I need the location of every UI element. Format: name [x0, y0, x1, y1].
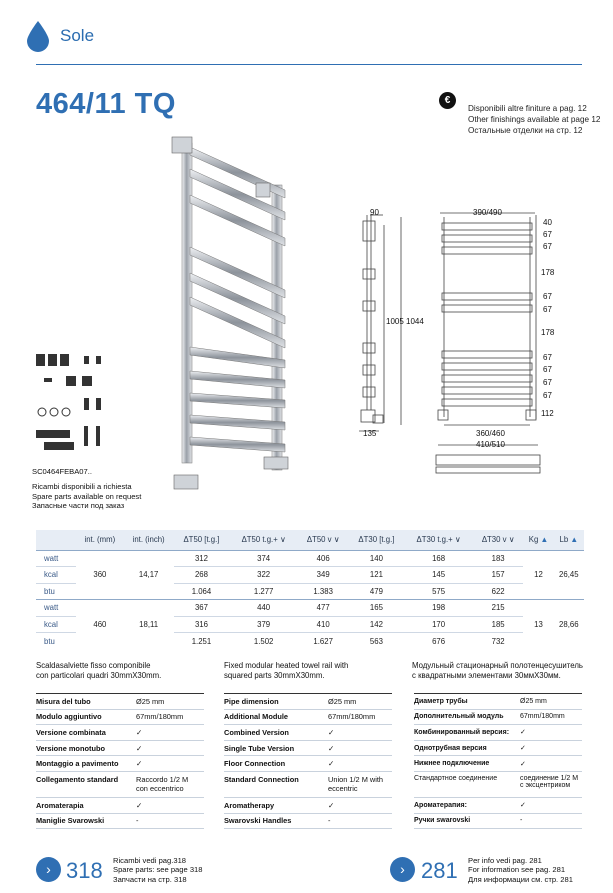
dim-side-bottom: 135 [363, 429, 377, 438]
dim-front-bottom-a: 360/460 [476, 429, 505, 438]
features-table-it: Misura del tubo Ø25 mm Modulo aggiuntivo 67mm/180mm Versione combinata ✓ Versione monotubo ✓ Montaggio a pavimento ✓ Collegamento standard Raccordo 1/2 M con eccentrico Aromaterapia ✓ Maniglie Svarowski - [36, 693, 204, 829]
features-table-en: Pipe dimension Ø25 mm Additional Module 67mm/180mm Combined Version ✓ Single Tube Version ✓ Floor Connection ✓ Standard Connection Union 1/2 M with eccentric Aromatherapy ✓ Swarovski Handles - [224, 693, 392, 829]
water-drop-icon [26, 20, 50, 52]
dim-gap: 67 [543, 391, 552, 400]
col-lb: Lb ▲ [554, 530, 584, 550]
weight-icon: ▲ [570, 535, 579, 545]
spare-parts-page-link[interactable]: 318 [66, 858, 103, 883]
info-ref: Per info vedi pag. 281 For information see pag. 281 Для информации см. стр. 281 [468, 856, 573, 884]
desc-en: Fixed modular heated towel rail with squared parts 30mmX30mm. [224, 661, 349, 681]
dim-gap: 178 [541, 268, 555, 277]
header-divider [36, 64, 582, 65]
side-view-drawing [345, 205, 415, 445]
dim-front-bottom-b: 410/510 [476, 440, 505, 449]
features-table-ru: Диаметр трубы Ø25 mm Дополнительный модуль 67mm/180mm Комбинированный версия: ✓ Однотрубная версия ✓ Нижнее подключение ✓ Стандартное соединение соединение 1/2 M с эксцентриком Ароматерапия: ✓ Ручки swarovski - [414, 693, 582, 829]
col-kg: Kg ▲ [523, 530, 553, 550]
towel-rail-image [160, 135, 310, 500]
spare-parts-ref: Ricambi vedi pag.318 Spare parts: see page 318 Запчасти на стр. 318 [113, 856, 203, 884]
spare-parts-image [32, 350, 112, 462]
dim-side-top: 90 [370, 208, 379, 217]
col-dt30: ΔT30 [t.g.] [348, 530, 404, 550]
dim-gap: 178 [541, 328, 555, 337]
table-row: btu 1.251 1.502 1.627 563 676 732 [36, 633, 584, 650]
col-mm: int. (mm) [76, 530, 124, 550]
dim-gap: 67 [543, 305, 552, 314]
table-row: watt 460 18,11 367 440 477 165 198 215 13 28,66 [36, 600, 584, 617]
dim-gap: 67 [543, 365, 552, 374]
brand-name: Sole [60, 26, 95, 45]
col-dt50-v: ΔT50 v ∨ [298, 530, 349, 550]
col-dt50-tg: ΔT50 t.g.+ ∨ [229, 530, 297, 550]
table-row: kcal 268 322 349 121 145 157 [36, 567, 584, 584]
dim-gap: 67 [543, 242, 552, 251]
arrow-right-icon[interactable]: › [390, 857, 415, 882]
dim-gap: 67 [543, 353, 552, 362]
dim-side-height-a: 1005 [386, 317, 404, 326]
info-page-link[interactable]: 281 [421, 858, 458, 883]
spare-code: SC0464FEBA07.. [32, 467, 92, 476]
table-row: btu 1.064 1.277 1.383 479 575 622 [36, 583, 584, 600]
dim-gap: 40 [543, 218, 552, 227]
table-row: watt 360 14,17 312 374 406 140 168 183 12 26,45 [36, 550, 584, 567]
dim-gap: 67 [543, 378, 552, 387]
col-inch: int. (inch) [124, 530, 174, 550]
model-title: 464/11 TQ [36, 88, 176, 120]
dim-side-height-b: 1044 [406, 317, 424, 326]
spare-parts-note: SC0464FEBA07.. Ricambi disponibili a richiesta Spare parts available on request Запасные части под заказ [32, 467, 142, 511]
heat-output-table [36, 530, 584, 649]
table-row: kcal 316 379 410 142 170 185 [36, 616, 584, 633]
arrow-right-icon[interactable]: › [36, 857, 61, 882]
euro-icon: € [439, 92, 456, 109]
dim-gap: 67 [543, 292, 552, 301]
brand [26, 20, 94, 52]
dim-gap: 67 [543, 230, 552, 239]
weight-icon: ▲ [540, 535, 549, 545]
col-dt30-v: ΔT30 v ∨ [473, 530, 524, 550]
col-dt30-tg: ΔT30 t.g.+ ∨ [404, 530, 472, 550]
desc-ru: Модульный стационарный полотенцесушитель с квадратными элементами 30ммX30мм. [412, 661, 583, 681]
finish-note: Disponibili altre finiture a pag. 12 Other finishings available at page 12 Остальные отделки на стр. 12 [468, 104, 601, 135]
desc-it: Scaldasalviette fisso componibile con particolari quadri 30mmX30mm. [36, 661, 162, 681]
dim-front-top: 390/490 [473, 208, 502, 217]
col-dt50: ΔT50 [t.g.] [174, 530, 230, 550]
dim-gap: 112 [541, 409, 554, 418]
